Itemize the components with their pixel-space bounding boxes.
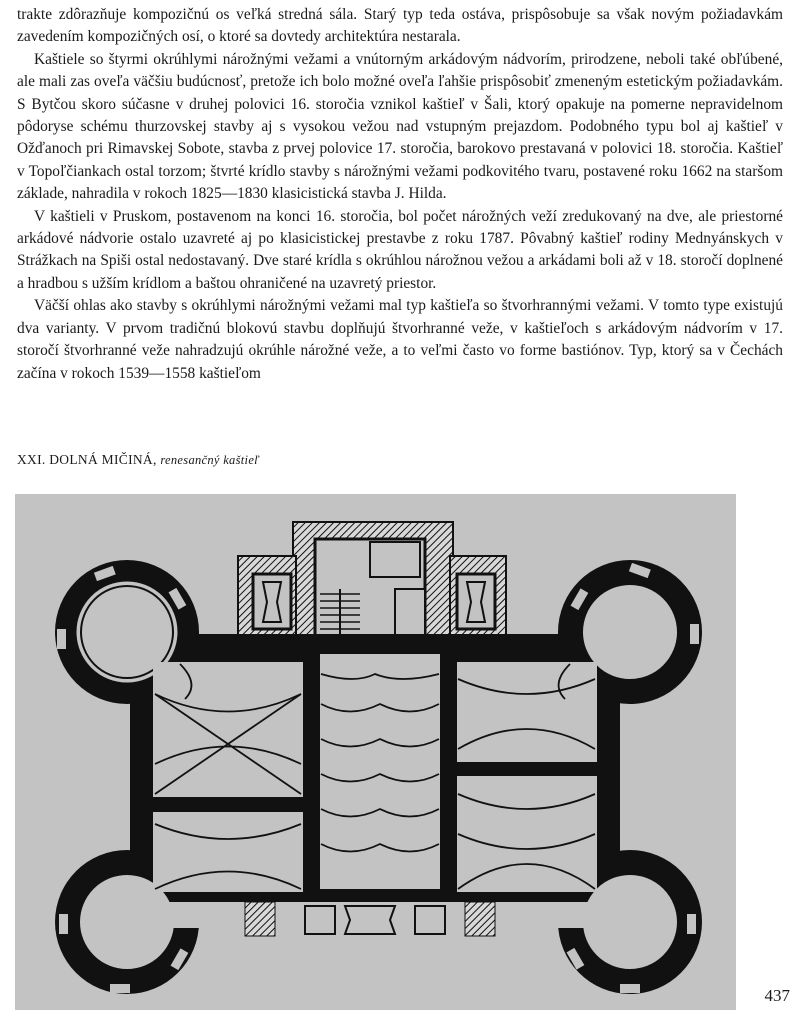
paragraph-1: trakte zdôrazňuje kompozičnú os veľká stredná sála. Starý typ teda ostáva, prispôsobuje sa však novým požiadavkám zavedením kompozičných osí, o ktoré sa dovtedy architektúra nestarala. [17,6,783,46]
rooms [153,654,597,928]
caption-title: XXI. DOLNÁ MIČINÁ, [17,452,157,467]
floor-plan-drawing [15,494,736,1010]
paragraph-3: V kaštieli v Pruskom, postavenom na konci 16. storočia, bol počet nárožných veží zredukovaný na dve, ale priestorné arkádové nádvorie ostalo uzavreté aj po klasicistickej prestavbe z roku 1787. Pôvabný kaštieľ rodiny Mednyánskych v Strážkach na Spiši ostal nedostavaný. Dve staré krídla s okrúhlou nárožnou vežou a arkádami boli až v 18. storočí doplnené a hradbou s užším krídlom a baštou ohraničené na uzavretý priestor. [17,207,783,292]
floor-plan-figure [15,494,736,1010]
paragraph-2: Kaštiele so štyrmi okrúhlymi nárožnými vežami a vnútorným arkádovým nádvorím, prirodzene, neboli také obľúbené, ale mali zas oveľa väčšiu budúcnosť, pretože ich bolo možné oveľa ľahšie prispôsobiť zmeneným estetickým požiadavkám. S Bytčou skoro súčasne v druhej polovici 16. storočia vznikol kaštieľ v Šali, ktorý opakuje na pomerne nepravidelnom pôdoryse schému thurzovskej stavby aj s vysokou vežou nad vstupným prejazdom. Podobného typu bol aj kaštieľ v Ožďanoch pri Rimavskej Sobote, stavba z prvej polovice 17. storočia, barokovo prestavaná v polovici 18. storočia. Kaštieľ v Topoľčiankach ostal torzom; štvrté krídlo stavby s nárožnými vežami podkovitého tvaru, postavené roku 1662 na staršom základe, nahradila v rokoch 1825—1830 klasicistická stavba J. Hilda. [17,50,783,203]
body-text [17,4,783,385]
caption-subtitle: renesančný kaštieľ [160,453,260,467]
entrance-block [238,522,506,646]
paragraph-4: Väčší ohlas ako stavby s okrúhlymi nárožnými vežami mal typ kaštieľa so štvorhrannými vežami. V tomto type existujú dva varianty. V prvom tradičnú blokovú stavbu doplňujú štvorhranné veže, v kaštieľoch s arkádovým nádvorím v 17. storočí štvorhranné veže nahradzujú okrúhle nárožné veže, a to veľmi často vo forme bastiónov. Typ, ktorý sa v Čechách začína v rokoch 1539—1558 kaštieľom [17,297,783,382]
figure-caption [17,452,259,468]
page-number: 437 [764,986,790,1005]
